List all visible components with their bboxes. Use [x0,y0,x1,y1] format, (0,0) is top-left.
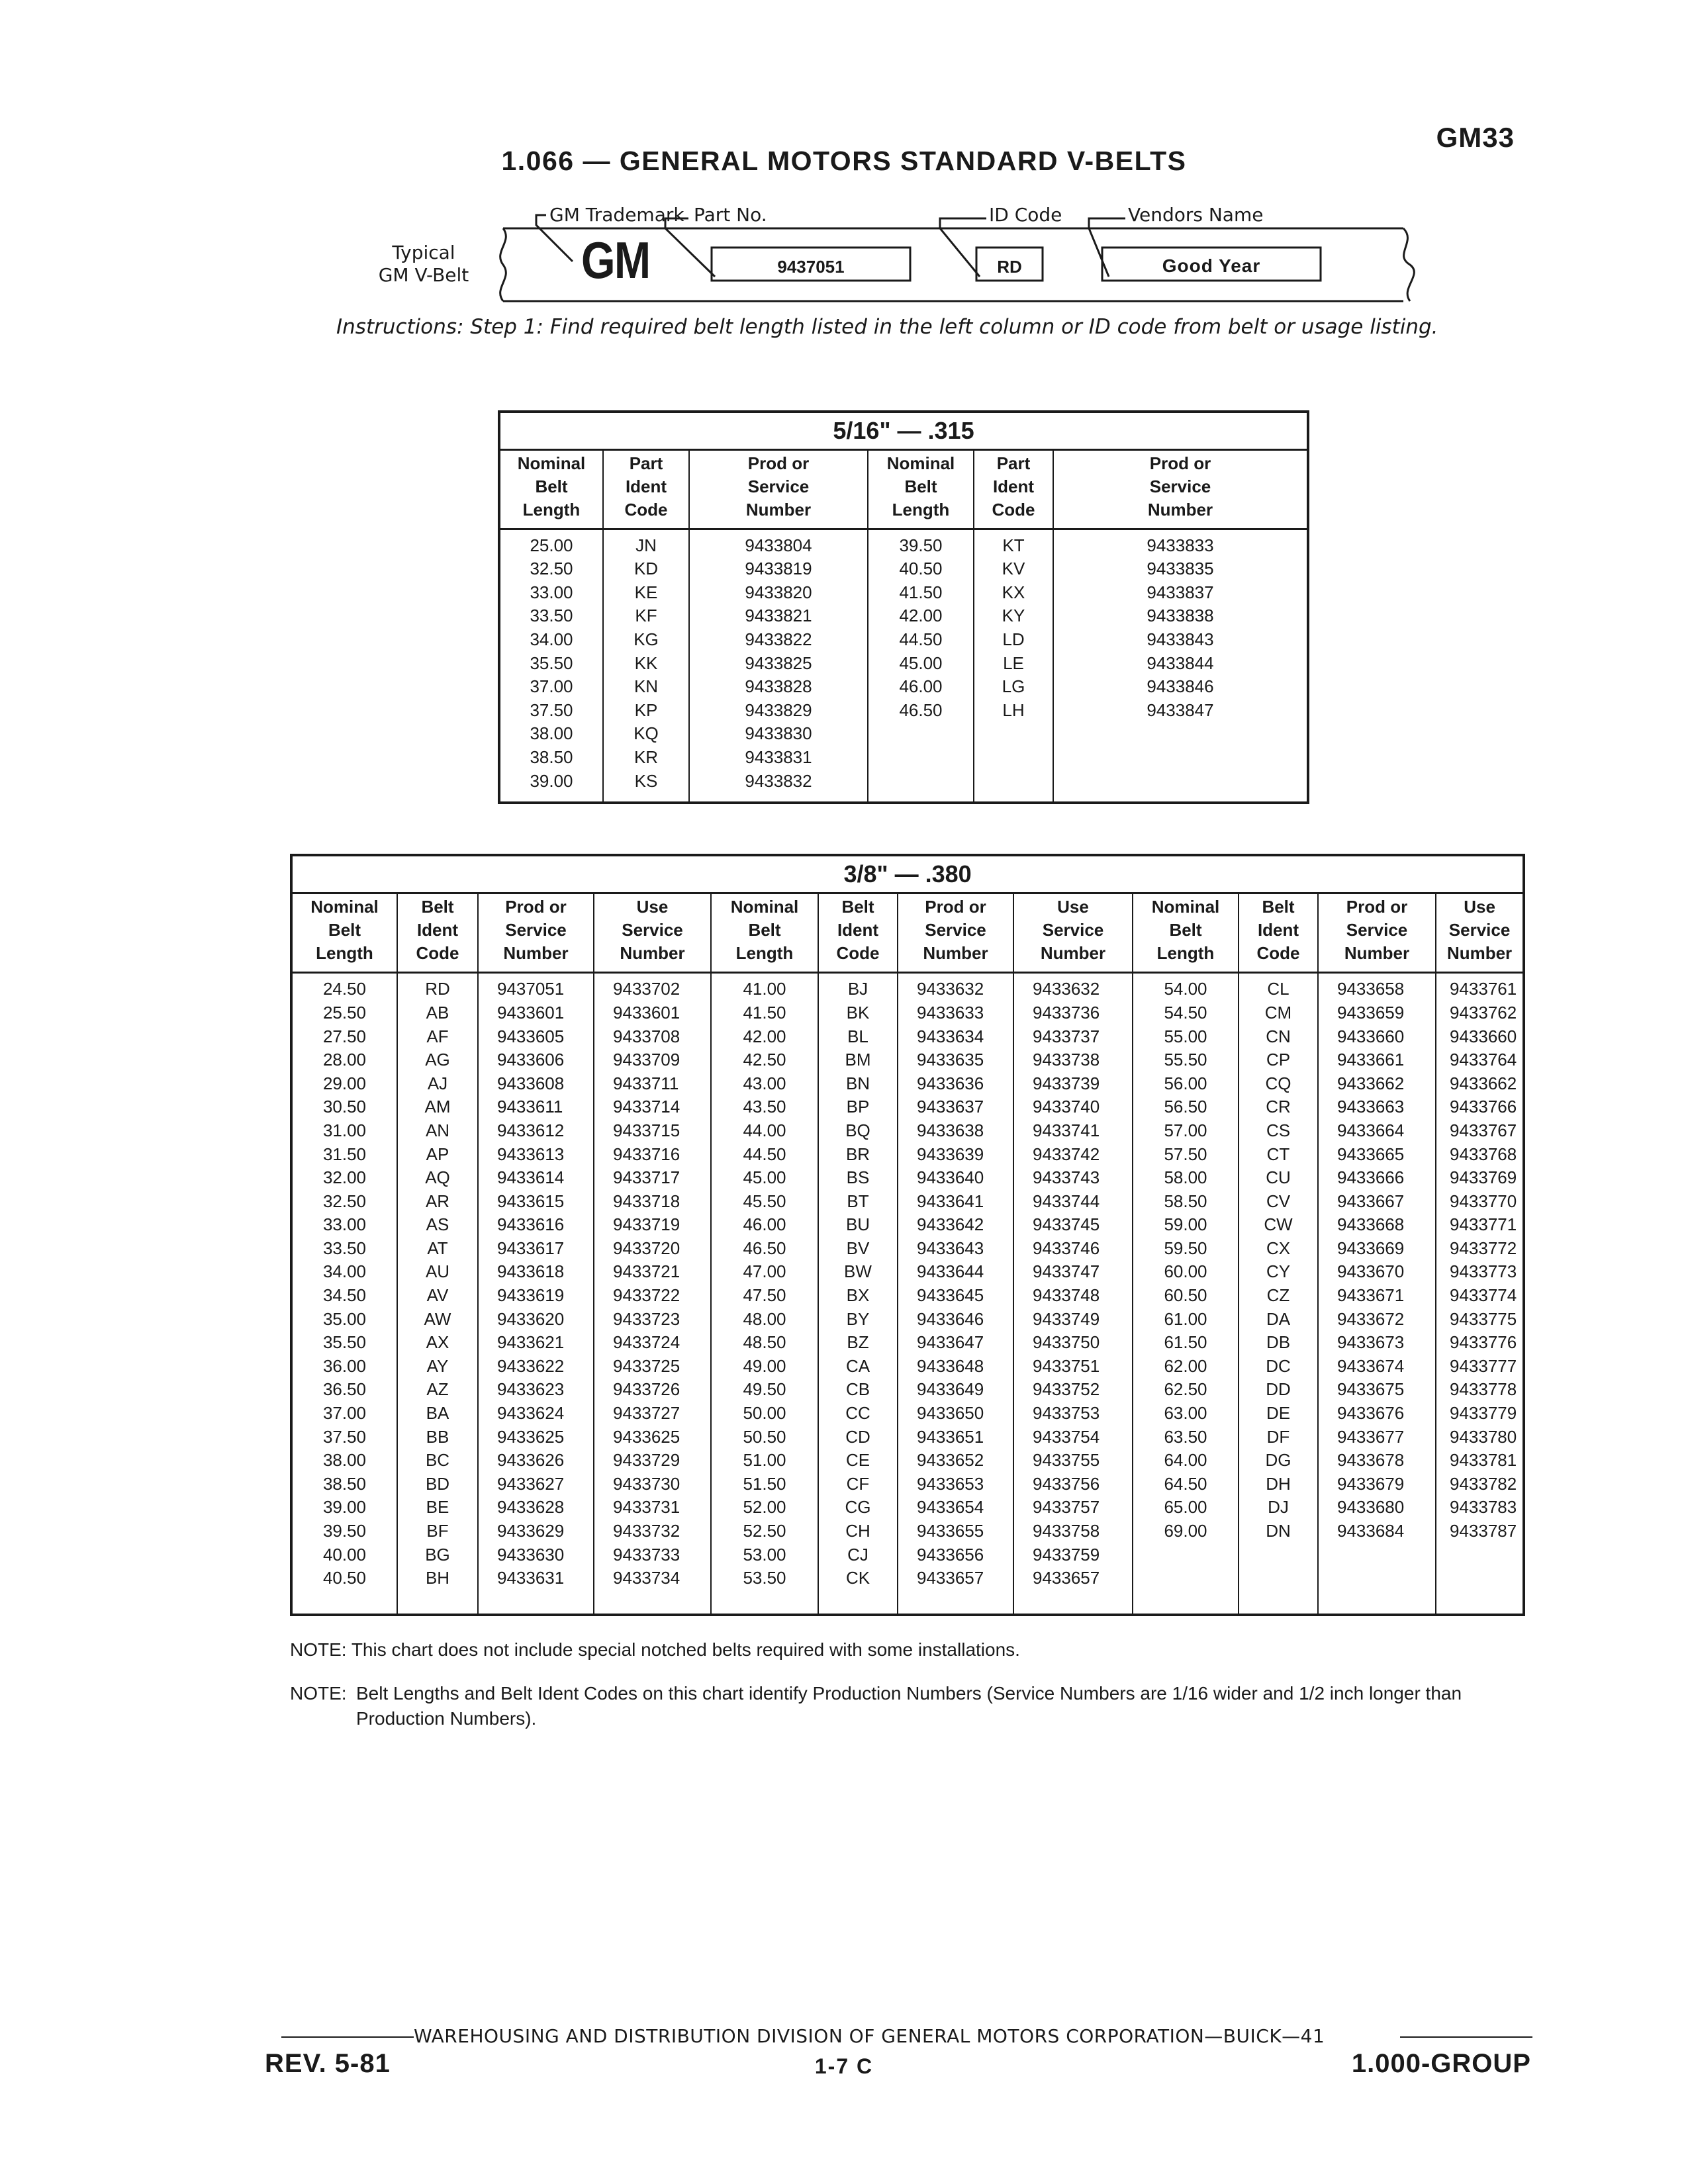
table-3-8-col-use-number: 9433761 9433762 9433660 9433764 9433662 9433766 9433767 9433768 9433769 9433770 9433771 9433772 9433773 9433774 9433775 9433776 9433777 9433778 9433779 9433780 9433781 9433782 9433783 9433787 [1450,979,1517,1541]
table-5-16-col-number: 9433804 9433819 9433820 9433821 9433822 9433825 9433828 9433829 9433830 9433831 9433832 [689,529,868,803]
table-3-8-col-length: 54.00 54.50 55.00 55.50 56.00 56.50 57.00 57.50 58.00 58.50 59.00 59.50 60.00 60.50 61.00 61.50 62.00 62.50 63.00 63.50 64.00 64.50 65.00 69.00 [1133,973,1239,1615]
table-3-8-col-prod-number: 9433632 9433633 9433634 9433635 9433636 9433637 9433638 9433639 9433640 9433641 9433642 9433643 9433644 9433645 9433646 9433647 9433648 9433649 9433650 9433651 9433652 9433653 9433654 9433655 9433656 9433657 [898,973,1013,1615]
typical-belt-label [371,242,477,287]
table-5-16-col-number: 9433833 9433835 9433837 9433838 9433843 9433844 9433846 9433847 [1147,535,1214,720]
typical-label-line2: GM V-Belt [378,264,469,286]
table-5-16-col-length: 39.50 40.50 41.50 42.00 44.50 45.00 46.00 46.50 [868,529,974,803]
table-5-16-header: Nominal Belt Length [868,450,974,529]
table-3-8-col-length: 24.50 25.50 27.50 28.00 29.00 30.50 31.00 31.50 32.00 32.50 33.00 33.50 34.00 34.50 35.00 35.50 36.00 36.50 37.00 37.50 38.00 38.50 39.00 39.50 40.00 40.50 [291,973,397,1615]
note-2-text: Belt Lengths and Belt Ident Codes on this chart identify Production Numbers (Service Numbers are 1/16 wider and 1/2 inch longer than Production Numbers). [356,1683,1462,1729]
table-5-16-title: 5/16" — .315 [499,412,1308,450]
id-code-value: RD [997,257,1022,277]
left-break-mark [500,228,506,301]
table-3-8-header: Belt Ident Code [397,893,478,973]
table-3-8-header: Belt Ident Code [818,893,898,973]
table-5-16-header: Nominal Belt Length [499,450,603,529]
table-3-8-header: Prod or Service Number [898,893,1013,973]
note-2-label: NOTE: [290,1683,347,1704]
table-5-16-header: Prod or Service Number [1053,450,1308,529]
table-3-8-header: Prod or Service Number [1318,893,1436,973]
vendor-name-value: Good Year [1162,255,1261,276]
table-5-16-header: Part Ident Code [603,450,689,529]
table-3-8-col-prod-number: 9433658 9433659 9433660 9433661 9433662 9433663 9433664 9433665 9433666 9433667 9433668 9433669 9433670 9433671 9433672 9433673 9433674 9433675 9433676 9433677 9433678 9433679 9433680 9433684 [1318,973,1436,1615]
part-number-value: 9437051 [777,257,845,277]
callout-part-no: Part No. [694,204,767,226]
table-3-8-header: Nominal Belt Length [1133,893,1239,973]
table-3-8-col-use-number: 9433702 9433601 9433708 9433709 9433711 9433714 9433715 9433716 9433717 9433718 9433719 9433720 9433721 9433722 9433723 9433724 9433725 9433726 9433727 9433625 9433729 9433730 9433731 9433732 9433733 9433734 [594,973,711,1615]
table-3-8-title: 3/8" — .380 [291,855,1524,893]
table-3-8-col-length: 41.00 41.50 42.00 42.50 43.00 43.50 44.00 44.50 45.00 45.50 46.00 46.50 47.00 47.50 48.00 48.50 49.00 49.50 50.00 50.50 51.00 51.50 52.00 52.50 53.00 53.50 [711,973,818,1615]
table-3-8-header: Prod or Service Number [478,893,594,973]
page-code: GM33 [1436,122,1515,153]
right-break-mark [1403,228,1414,301]
table-3-8-header: Use Service Number [594,893,711,973]
part-no-leader [665,218,715,277]
table-3-8-col-prod-number: 9437051 9433601 9433605 9433606 9433608 9433611 9433612 9433613 9433614 9433615 9433616 9433617 9433618 9433619 9433620 9433621 9433622 9433623 9433624 9433625 9433626 9433627 9433628 9433629 9433630 9433631 [478,973,594,1615]
footer-page-number: 1-7 C [814,2054,874,2078]
table-5-16-col-code: JN KD KE KF KG KK KN KP KQ KR KS [603,529,689,803]
note-1: NOTE: This chart does not include special notched belts required with some installations. [290,1639,1020,1660]
instructions: Instructions: Step 1: Find required belt length listed in the left column or ID code from belt or usage listing. [336,315,1438,339]
table-5-16-header: Part Ident Code [974,450,1053,529]
gm-logo: GM [581,231,650,289]
footer-rule-left [281,2036,414,2038]
table-3-8-header: Belt Ident Code [1239,893,1318,973]
table-5-16-col-code: KT KV KX KY LD LE LG LH [974,529,1053,803]
callout-vendors-name: Vendors Name [1128,204,1264,226]
table-5-16-col-length: 25.00 32.50 33.00 33.50 34.00 35.50 37.00 37.50 38.00 38.50 39.00 [499,529,603,803]
footer-division: WAREHOUSING AND DISTRIBUTION DIVISION OF GENERAL MOTORS CORPORATION—BUICK—41 [414,2025,1325,2047]
table-3-8-col-code: CL CM CN CP CQ CR CS CT CU CV CW CX CY CZ DA DB DC DD DE DF DG DH DJ DN [1239,973,1318,1615]
table-3-8-header: Use Service Number [1013,893,1133,973]
table-3-8-col-code: BJ BK BL BM BN BP BQ BR BS BT BU BV BW BX BY BZ CA CB CC CD CE CF CG CH CJ CK [818,973,898,1615]
page-title: 1.066 — GENERAL MOTORS STANDARD V-BELTS [501,146,1187,176]
table-3-8-header: Use Service Number [1436,893,1524,973]
table-3-8-col-code: RD AB AF AG AJ AM AN AP AQ AR AS AT AU AV AW AX AY AZ BA BB BC BD BE BF BG BH [397,973,478,1615]
typical-label-line1: Typical [392,242,455,263]
footer-group: 1.000-GROUP [1351,2049,1531,2078]
callout-gm-trademark: GM Trademark [549,204,684,226]
table-3-8-header: Nominal Belt Length [711,893,818,973]
footer-rev: REV. 5-81 [265,2049,391,2078]
callout-id-code: ID Code [989,204,1062,226]
table-5-16-header: Prod or Service Number [689,450,868,529]
table-3-8-header: Nominal Belt Length [291,893,397,973]
table-3-8 [290,854,1525,1616]
footer-rule-right [1400,2036,1532,2038]
table-3-8-col-use-number: 9433632 9433736 9433737 9433738 9433739 9433740 9433741 9433742 9433743 9433744 9433745 9433746 9433747 9433748 9433749 9433750 9433751 9433752 9433753 9433754 9433755 9433756 9433757 9433758 9433759 9433657 [1013,973,1133,1615]
table-5-16 [498,410,1309,804]
